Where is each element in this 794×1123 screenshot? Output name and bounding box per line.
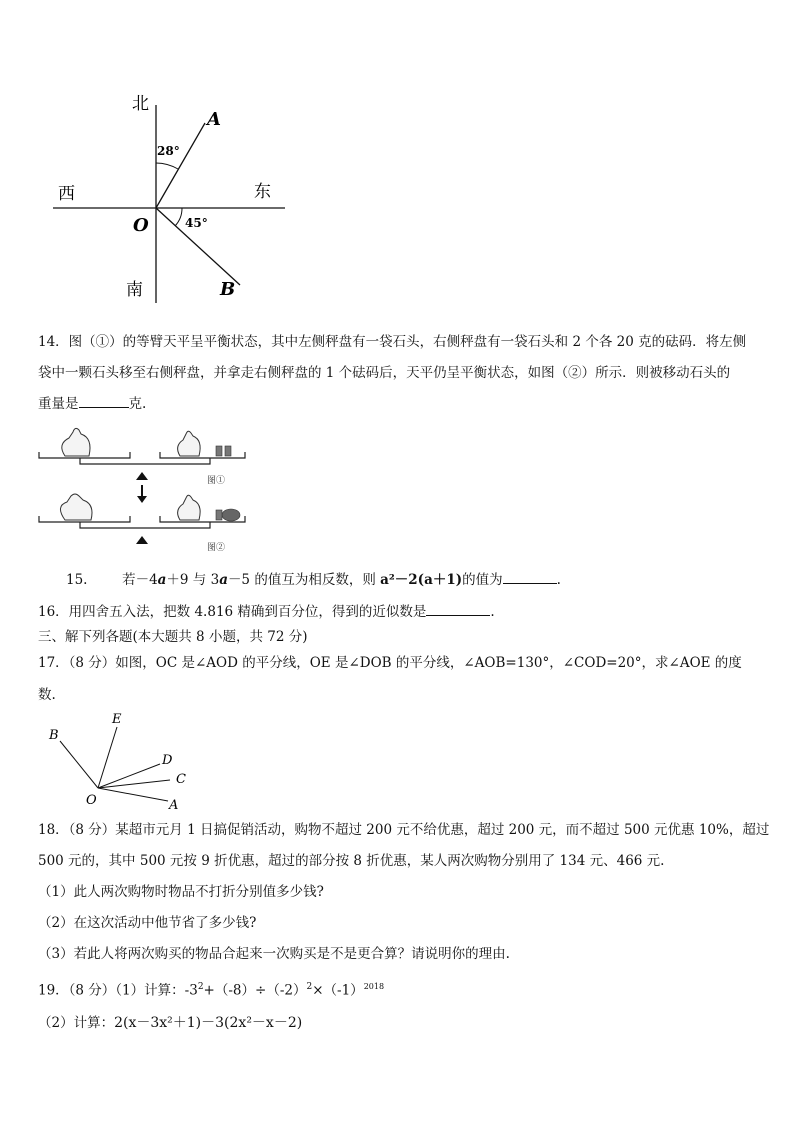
stone-icon — [222, 509, 240, 521]
q14-line1: 14．图（①）的等臂天平呈平衡状态，其中左侧秤盘有一袋石头，右侧秤盘有一袋石头和 2 个各 20 克的砝码．将左侧 — [38, 334, 747, 350]
compass-figure — [40, 85, 300, 310]
angle-arc-b — [175, 208, 182, 226]
stone-bag-right-2 — [178, 495, 201, 520]
stone-bag-left-2 — [60, 494, 92, 520]
q15-number: 15. — [66, 572, 88, 588]
q19-line2-prefix: （2）计算： — [38, 1015, 115, 1031]
q15-text-c: －5 的值互为相反数，则 — [227, 572, 376, 588]
q19-mid2: ×（-1） — [312, 982, 364, 999]
ray-oa — [98, 788, 168, 801]
q16-end: . — [490, 604, 495, 620]
fig2-label: 图② — [207, 543, 226, 553]
q15-text-b: ＋9 与 3 — [166, 572, 220, 588]
q15-end: . — [556, 572, 561, 588]
q16 — [38, 603, 495, 621]
q16-text: 16．用四舍五入法，把数 4.816 精确到百分位，得到的近似数是 — [38, 604, 427, 620]
fulcrum-2 — [136, 536, 148, 544]
q19-prefix: 19．（8 分）（1）计算：-3 — [38, 982, 198, 999]
q15-text-d: 的值为 — [462, 572, 503, 588]
west-label: 西 — [58, 184, 75, 204]
label-o: O — [86, 793, 97, 808]
q15 — [66, 571, 561, 589]
beam-1 — [80, 458, 210, 464]
balance-figure — [35, 420, 275, 565]
q15-answer-blank — [503, 571, 557, 584]
label-e: E — [112, 712, 122, 727]
q18-sub2: （2）在这次活动中他节省了多少钱? — [38, 915, 257, 931]
fulcrum-1 — [136, 472, 148, 480]
label-c: C — [176, 772, 186, 787]
q14-line3-prefix: 重量是 — [38, 396, 79, 412]
q15-text-a: 若－4 — [122, 572, 158, 588]
angle-b-label: 45° — [185, 216, 208, 230]
q19-sup3: 2018 — [363, 982, 385, 991]
q15-expr: a²－2(a＋1) — [380, 572, 463, 588]
south-label: 南 — [126, 280, 143, 300]
q18-sub3: （3）若此人将两次购买的物品合起来一次购买是不是更合算？请说明你的理由. — [38, 946, 510, 962]
weight-icon — [216, 446, 222, 456]
ray-oa — [156, 123, 205, 208]
east-label: 东 — [254, 182, 271, 202]
section-3-heading: 三、解下列各题(本大题共 8 小题，共 72 分) — [38, 629, 308, 645]
weight-icon — [225, 446, 231, 456]
q19-line2-expr: 2(x－3x²＋1)－3(2x²－x－2) — [114, 1015, 303, 1031]
label-d: D — [162, 753, 173, 768]
right-pan-1 — [160, 452, 245, 458]
stone-bag-right-1 — [178, 431, 201, 456]
q14-answer-blank — [79, 395, 129, 408]
q18-sub1: （1）此人两次购物时物品不打折分别值多少钱? — [38, 884, 324, 900]
angle-figure — [40, 708, 200, 812]
q15-var-a2: a — [219, 572, 228, 588]
q19-sup1: 2 — [197, 982, 204, 992]
q15-var-a1: a — [157, 572, 167, 588]
q19-mid: +（-8）÷（-2） — [203, 982, 307, 999]
point-a-label: A — [207, 109, 221, 130]
q18-line2: 500 元的，其中 500 元按 9 折优惠，超过的部分按 8 折优惠，某人两次购物分别用了 134 元、466 元. — [38, 853, 665, 869]
fig1-label: 图① — [207, 476, 226, 486]
angle-a-label: 28° — [157, 144, 180, 158]
arrow-head-icon — [137, 496, 147, 503]
q14-line3-suffix: 克. — [128, 396, 147, 412]
ray-oe — [98, 727, 117, 788]
q17-line1: 17．（8 分）如图，OC 是∠AOD 的平分线，OE 是∠DOB 的平分线，∠AOB=130°，∠COD=20°，求∠AOE 的度 — [38, 655, 742, 671]
label-b: B — [49, 728, 59, 743]
origin-label: O — [133, 215, 149, 236]
north-label: 北 — [132, 94, 149, 114]
q16-answer-blank — [426, 603, 490, 616]
label-a: A — [169, 798, 179, 812]
q17-line2: 数. — [38, 687, 56, 703]
beam-2 — [80, 522, 210, 528]
q18-line1: 18．（8 分）某超市元月 1 日搞促销活动，购物不超过 200 元不给优惠，超过 200 元，而不超过 500 元优惠 10%，超过 — [38, 822, 770, 838]
point-b-label: B — [220, 279, 236, 300]
q19-line2 — [38, 1014, 302, 1032]
q14-line3 — [38, 395, 146, 413]
q19-sup2: 2 — [306, 982, 313, 992]
q19-line1 — [38, 978, 384, 1000]
stone-bag-left-1 — [62, 428, 90, 456]
weight-icon — [216, 510, 222, 520]
ray-ob — [60, 741, 98, 788]
angle-arc-a — [156, 163, 178, 169]
balance-1 — [39, 428, 245, 486]
q14-line2: 袋中一颗石头移至右侧秤盘，并拿走右侧秤盘的 1 个砝码后，天平仍呈平衡状态，如图（②）所示．则被移动石头的 — [38, 365, 731, 381]
